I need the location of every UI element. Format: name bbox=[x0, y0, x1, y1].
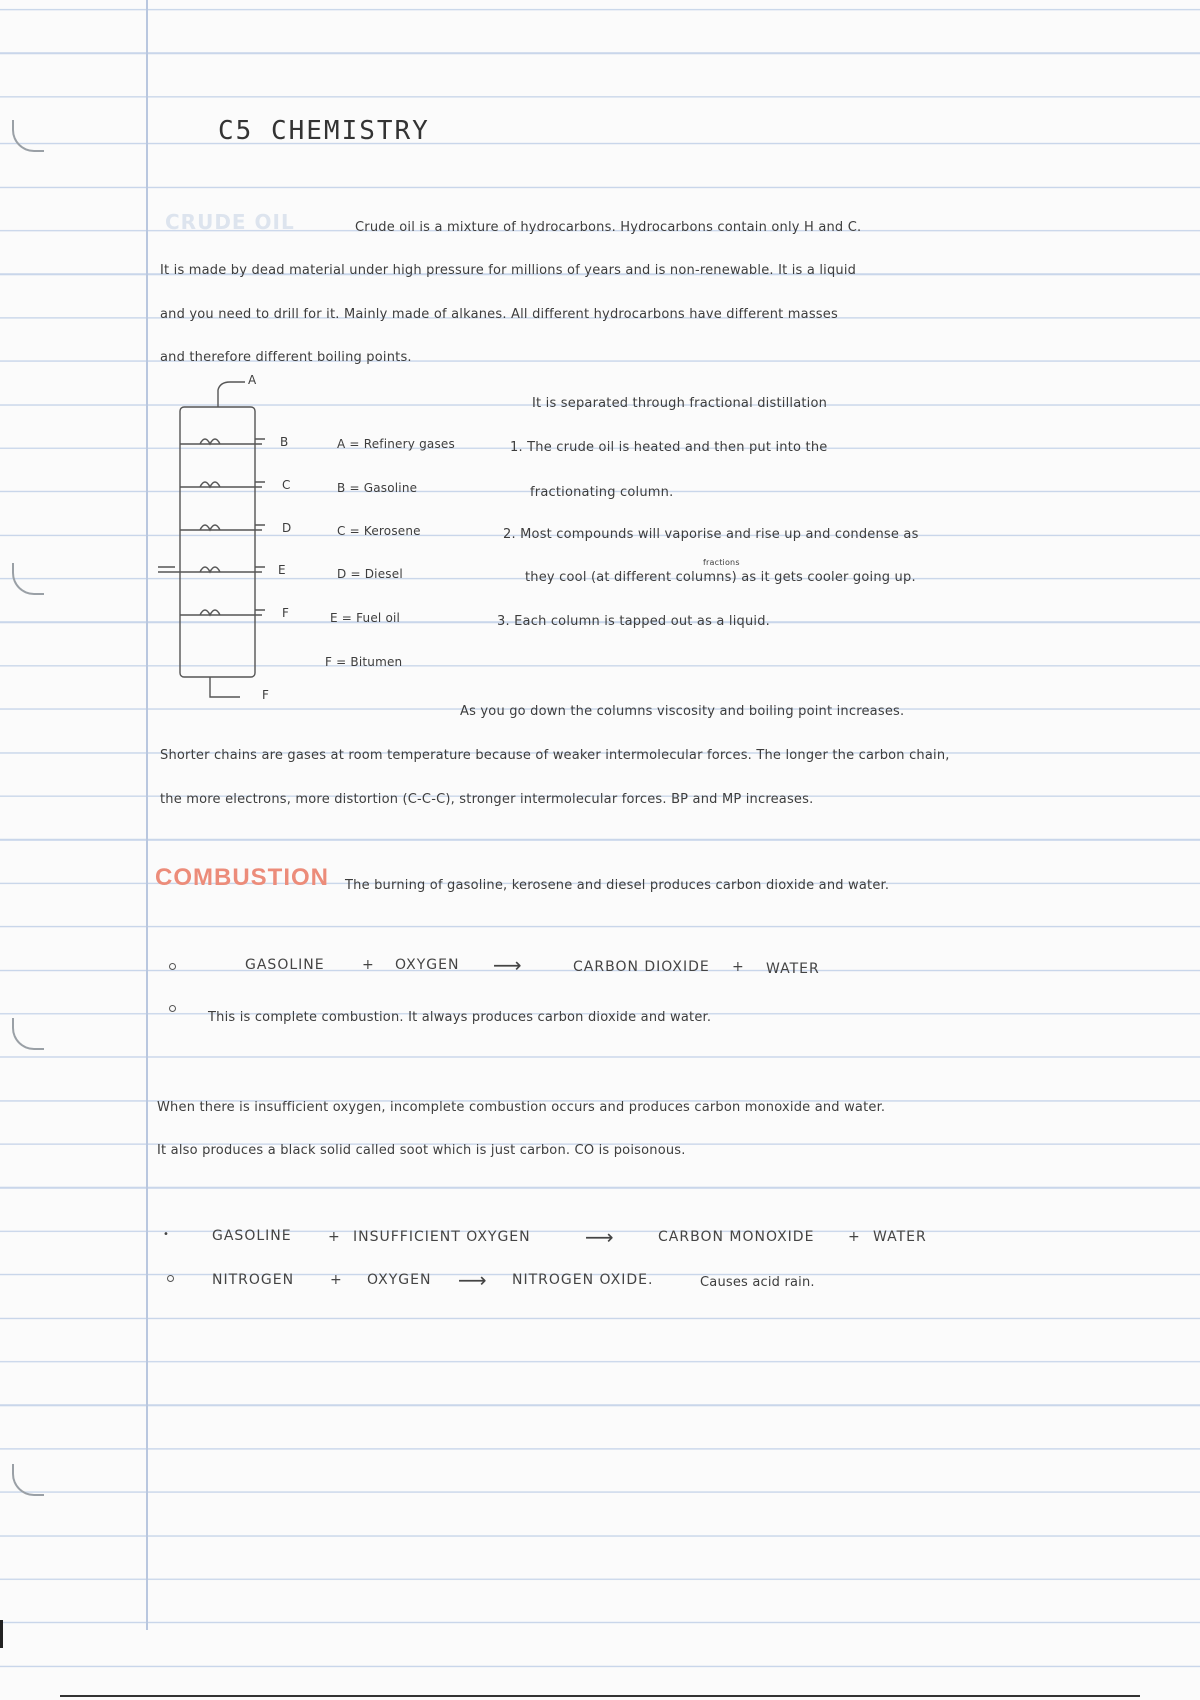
tray-b bbox=[180, 439, 265, 444]
eq1-product-2: WATER bbox=[766, 961, 820, 977]
binder-hole bbox=[12, 563, 44, 595]
eq2-plus-1: + bbox=[328, 1229, 341, 1245]
page-title: C5 CHEMISTRY bbox=[218, 116, 430, 146]
label-b: B = Gasoline bbox=[337, 481, 418, 495]
tray-d bbox=[180, 525, 265, 530]
tap-letter-b: B bbox=[280, 435, 289, 449]
eq3-reactant-1: NITROGEN bbox=[212, 1272, 295, 1288]
distillation-step-2b: they cool (at different columns) as it gets cooler going up. bbox=[525, 570, 916, 585]
eq1-plus-2: + bbox=[732, 959, 745, 975]
eq2-plus-2: + bbox=[848, 1229, 861, 1245]
margin-line bbox=[146, 0, 148, 1630]
incomplete-combustion-line-2: It also produces a black solid called soot which is just carbon. CO is poisonous. bbox=[157, 1143, 686, 1158]
eq2-reactant-1: GASOLINE bbox=[212, 1228, 292, 1244]
bullet-icon bbox=[167, 1275, 174, 1282]
distillation-step-2-note: fractions bbox=[703, 558, 740, 567]
eq2-product-2: WATER bbox=[873, 1229, 927, 1245]
label-a: A = Refinery gases bbox=[337, 437, 455, 451]
eq1-reactant-2: OXYGEN bbox=[395, 957, 460, 973]
pipe-bottom bbox=[210, 677, 240, 697]
incomplete-combustion-line-1: When there is insufficient oxygen, incomplete combustion occurs and produces carbon monoxide and water. bbox=[157, 1100, 886, 1115]
combustion-heading: COMBUSTION bbox=[155, 864, 329, 891]
distillation-step-2a: 2. Most compounds will vaporise and rise up and condense as bbox=[503, 527, 919, 542]
binder-hole bbox=[12, 120, 44, 152]
label-d: D = Diesel bbox=[337, 567, 403, 581]
eq2-reactant-2: INSUFFICIENT OXYGEN bbox=[353, 1229, 531, 1245]
distillation-step-3: 3. Each column is tapped out as a liquid. bbox=[497, 614, 770, 629]
tray-f bbox=[180, 610, 265, 615]
carbon-chains-line-1: Shorter chains are gases at room temperature because of weaker intermolecular forces. The longer the carbon chain, bbox=[160, 748, 950, 763]
eq1-product-1: CARBON DIOXIDE bbox=[573, 959, 710, 975]
eq1-reactant-1: GASOLINE bbox=[245, 957, 325, 973]
eq1-plus-1: + bbox=[362, 957, 375, 973]
tap-letter-a: A bbox=[248, 373, 257, 387]
eq3-arrow-icon: ⟶ bbox=[458, 1268, 488, 1292]
label-c: C = Kerosene bbox=[337, 524, 421, 538]
crude-oil-line-4: and therefore different boiling points. bbox=[160, 350, 412, 365]
eq2-product-1: CARBON MONOXIDE bbox=[658, 1229, 815, 1245]
eq3-product: NITROGEN OXIDE. bbox=[512, 1272, 654, 1288]
eq3-reactant-2: OXYGEN bbox=[367, 1272, 432, 1288]
binder-hole bbox=[12, 1464, 44, 1496]
label-f: F = Bitumen bbox=[325, 655, 403, 669]
distillation-increase: As you go down the columns viscosity and boiling point increases. bbox=[460, 704, 905, 719]
column-body bbox=[180, 407, 255, 677]
tap-letter-d: D bbox=[282, 521, 292, 535]
tap-letter-c: C bbox=[282, 478, 291, 492]
scan-edge-mark bbox=[0, 1620, 3, 1648]
tap-letter-f: F bbox=[282, 606, 290, 620]
crude-oil-line-3: and you need to drill for it. Mainly made of alkanes. All different hydrocarbons have different masses bbox=[160, 307, 838, 322]
complete-combustion-note: This is complete combustion. It always produces carbon dioxide and water. bbox=[208, 1010, 712, 1025]
fractionating-column-diagram bbox=[150, 372, 300, 702]
crude-oil-line-1: Crude oil is a mixture of hydrocarbons. Hydrocarbons contain only H and C. bbox=[355, 220, 862, 235]
combustion-intro: The burning of gasoline, kerosene and diesel produces carbon dioxide and water. bbox=[345, 878, 890, 893]
eq3-plus-1: + bbox=[330, 1272, 343, 1288]
eq3-note: Causes acid rain. bbox=[700, 1275, 815, 1290]
binder-hole bbox=[12, 1018, 44, 1050]
carbon-chains-line-2: the more electrons, more distortion (C-C-C), stronger intermolecular forces. BP and MP increases. bbox=[160, 792, 814, 807]
eq1-arrow-icon: ⟶ bbox=[493, 953, 523, 977]
pipe-top bbox=[218, 382, 245, 407]
tray-c bbox=[180, 482, 265, 487]
bullet-icon bbox=[169, 1005, 176, 1012]
bullet-icon bbox=[169, 963, 176, 970]
bottom-rule bbox=[60, 1695, 1140, 1697]
tray-e bbox=[158, 567, 265, 572]
distillation-step-1b: fractionating column. bbox=[530, 485, 674, 500]
distillation-step-1a: 1. The crude oil is heated and then put into the bbox=[510, 440, 828, 455]
distillation-intro: It is separated through fractional distillation bbox=[532, 396, 828, 411]
label-e: E = Fuel oil bbox=[330, 611, 401, 625]
tap-letter-f-bottom: F bbox=[262, 688, 270, 702]
crude-oil-heading: CRUDE OIL bbox=[165, 210, 295, 234]
eq2-bullet: • bbox=[163, 1229, 170, 1240]
tap-letter-e: E bbox=[278, 563, 286, 577]
crude-oil-line-2: It is made by dead material under high pressure for millions of years and is non-renewable. It is a liquid bbox=[160, 263, 857, 278]
eq2-arrow-icon: ⟶ bbox=[585, 1225, 615, 1249]
